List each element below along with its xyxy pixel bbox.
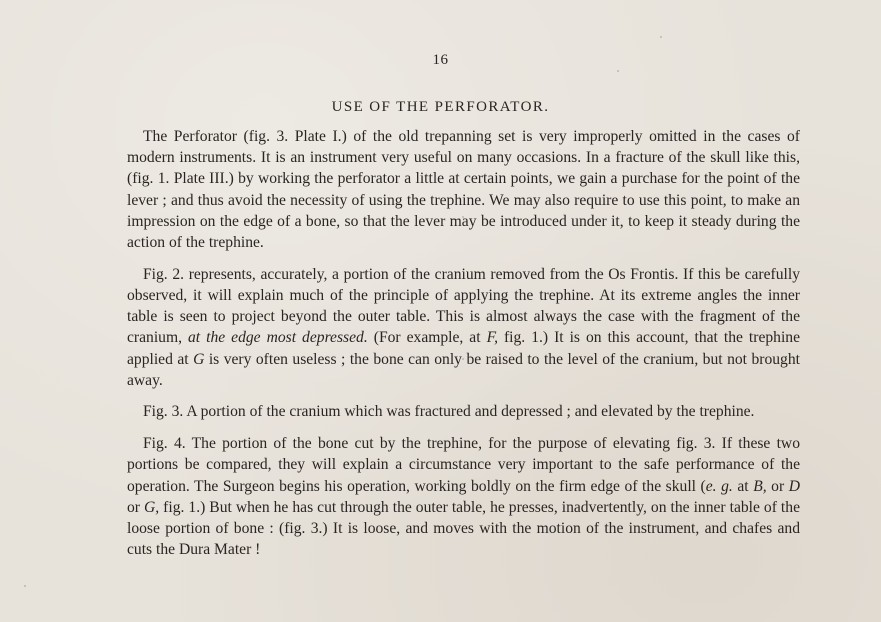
italic-text: G,	[144, 498, 160, 516]
italic-text: e. g.	[705, 477, 733, 495]
paragraph-text: Fig. 2. represents, accurately, a portion of the cranium removed from the Os Frontis. If this be carefully observed, it will explain much of the principle of applying the trephine. At its extreme angles the inner table is seen to project beyond the outer table. This is almost always the case with the fragment of the cranium,	[127, 265, 800, 347]
paragraph-text: fig. 1.) But when he has cut through the outer table, he presses, inadvertently, on the inner table of the loose portion of bone : (fig. 3.) It is loose, and moves with the motion of the instrument, and chafes and cuts the Dura Mater !	[127, 498, 800, 559]
paragraph-text: (For example, at	[367, 329, 487, 347]
paper-speck	[617, 70, 619, 72]
paragraph-text: Fig. 4. The portion of the bone cut by the trephine, for the purpose of elevating fig. 3. If these two portions be compared, they will explain a circumstance very important to the safe performance of the operation. The Surgeon begins his operation, working boldly on the firm edge of the skull (	[127, 435, 800, 495]
italic-text: at the edge most depressed.	[188, 329, 368, 347]
paragraph-text: or	[766, 477, 789, 495]
paper-speck	[24, 585, 26, 587]
paragraph-perforator	[127, 126, 800, 253]
paragraph-fig-3	[127, 401, 800, 422]
paragraph-text: is very often useless ; the bone can only be raised to the level of the cranium, but not brought away.	[127, 350, 800, 389]
paper-speck	[660, 36, 662, 38]
paper-speck	[462, 358, 464, 360]
section-heading: USE OF THE PERFORATOR.	[331, 99, 550, 115]
paragraph-fig-4	[127, 433, 800, 560]
paragraph-text: at	[732, 477, 754, 495]
paragraph-text: The Perforator (fig. 3. Plate I.) of the old trepanning set is very improperly omitted in the cases of modern instruments. It is an instrument very useful on many occasions. In a fracture of the skull like this, (fig. 1. Plate III.) by working the perforator a little at certain points, we gain a purchase for the point of the lever ; and thus avoid the necessity of using the trephine. We may also require to use this point, to make an impression on the edge of a bone, so that the lever may be introduced under it, to keep it steady during the action of the trephine.	[127, 128, 800, 252]
italic-text: B,	[753, 477, 767, 495]
paragraph-fig-2	[127, 264, 800, 391]
body-text	[127, 126, 800, 571]
italic-text: G	[193, 350, 205, 368]
italic-text: D	[788, 477, 800, 495]
paragraph-text: Fig. 3. A portion of the cranium which was fractured and depressed ; and elevated by the trephine.	[143, 403, 755, 421]
italic-text: F,	[486, 329, 498, 347]
paragraph-text: or	[127, 498, 144, 516]
paper-speck	[462, 216, 464, 218]
paragraph-text: fig. 1.) It is on this account, that the trephine applied at	[127, 329, 801, 368]
page-number: 16	[432, 52, 449, 68]
